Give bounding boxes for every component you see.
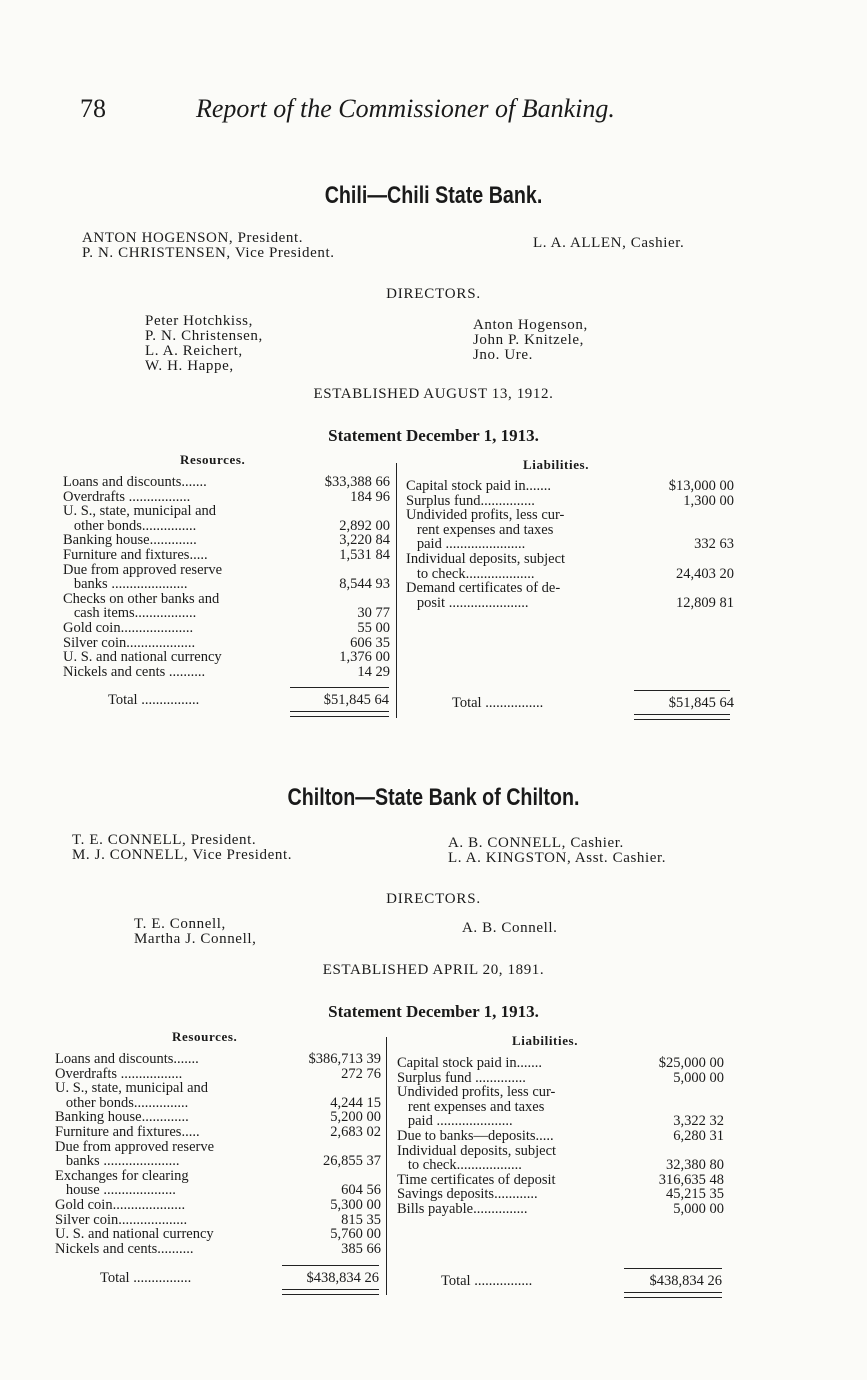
row-label: Individual deposits, subject bbox=[406, 551, 566, 567]
resources-total bbox=[100, 1270, 379, 1287]
liability-row bbox=[406, 552, 734, 567]
liability-row bbox=[397, 1085, 724, 1100]
row-label: Gold coin.................... bbox=[63, 620, 194, 636]
row-amount: 272 76 bbox=[341, 1065, 381, 1082]
liability-row bbox=[406, 494, 734, 509]
row-label: Demand certificates of de- bbox=[406, 581, 561, 596]
officer: L. A. KINGSTON, Asst. Cashier. bbox=[448, 850, 667, 866]
page-number: 78 bbox=[80, 94, 106, 123]
resources-list bbox=[55, 1052, 381, 1256]
row-amount: 5,300 00 bbox=[330, 1196, 381, 1213]
director: A. B. Connell. bbox=[462, 920, 558, 936]
row-amount bbox=[720, 1085, 724, 1100]
officer: M. J. CONNELL, Vice President. bbox=[72, 847, 293, 863]
resource-row bbox=[63, 650, 390, 665]
liabilities-total bbox=[441, 1273, 722, 1290]
row-label: banks ..................... bbox=[63, 577, 188, 592]
row-label: cash items................. bbox=[63, 606, 197, 621]
row-label: Silver coin................... bbox=[63, 635, 196, 651]
liability-row bbox=[397, 1114, 724, 1129]
director: T. E. Connell, bbox=[134, 916, 226, 932]
row-amount: 3,322 32 bbox=[673, 1113, 724, 1130]
rule bbox=[634, 690, 730, 691]
row-amount bbox=[720, 1144, 724, 1159]
double-rule bbox=[634, 714, 730, 720]
row-amount: 2,892 00 bbox=[339, 517, 390, 534]
resource-row bbox=[63, 621, 390, 636]
officer: P. N. CHRISTENSEN, Vice President. bbox=[82, 245, 335, 261]
row-amount bbox=[386, 504, 390, 519]
resource-row bbox=[55, 1227, 381, 1242]
row-label: Due from approved reserve bbox=[55, 1139, 215, 1155]
resource-row bbox=[55, 1110, 381, 1125]
row-amount: 6,280 31 bbox=[673, 1127, 724, 1144]
row-amount: 32,380 80 bbox=[666, 1157, 724, 1174]
resource-row bbox=[63, 636, 390, 651]
directors-right bbox=[473, 318, 588, 363]
row-label: paid ...................... bbox=[406, 537, 526, 552]
row-amount: 26,855 37 bbox=[323, 1153, 381, 1170]
resource-row bbox=[55, 1154, 381, 1169]
row-amount: 604 56 bbox=[341, 1182, 381, 1199]
row-amount: $33,388 66 bbox=[324, 474, 390, 490]
established-date: ESTABLISHED AUGUST 13, 1912. bbox=[313, 386, 554, 402]
officer: A. B. CONNELL, Cashier. bbox=[448, 835, 624, 851]
row-label: Exchanges for clearing bbox=[55, 1168, 189, 1184]
row-label: Overdrafts ................. bbox=[63, 489, 191, 505]
established-date: ESTABLISHED APRIL 20, 1891. bbox=[322, 962, 545, 978]
row-label: Due to banks—deposits..... bbox=[397, 1128, 554, 1144]
row-label: house .................... bbox=[55, 1183, 176, 1198]
rule bbox=[290, 687, 389, 688]
liability-row bbox=[397, 1187, 724, 1202]
liability-row bbox=[397, 1071, 724, 1086]
resource-row bbox=[63, 475, 390, 490]
total-label: Total ................ bbox=[108, 692, 200, 708]
row-amount: 1,531 84 bbox=[339, 546, 390, 563]
row-amount: 12,809 81 bbox=[676, 594, 734, 611]
row-amount: $13,000 00 bbox=[668, 478, 734, 494]
resource-row bbox=[55, 1183, 381, 1198]
resource-row bbox=[63, 533, 390, 548]
directors-heading: DIRECTORS. bbox=[386, 286, 481, 302]
row-amount: 385 66 bbox=[341, 1240, 381, 1257]
row-label: paid ..................... bbox=[397, 1114, 513, 1129]
row-label: U. S., state, municipal and bbox=[55, 1081, 209, 1096]
resources-heading: Resources. bbox=[180, 452, 246, 467]
liability-row bbox=[397, 1056, 724, 1071]
row-amount: 316,635 48 bbox=[658, 1171, 724, 1188]
resource-row bbox=[63, 606, 390, 621]
officer: L. A. ALLEN, Cashier. bbox=[533, 235, 685, 251]
liability-row bbox=[406, 581, 734, 596]
row-amount bbox=[377, 1169, 381, 1184]
officers-right bbox=[448, 836, 666, 866]
liabilities-heading: Liabilities. bbox=[512, 1033, 579, 1048]
resource-row bbox=[55, 1213, 381, 1228]
row-amount: 45,215 35 bbox=[666, 1186, 724, 1203]
row-label: Banking house............. bbox=[63, 533, 197, 548]
row-amount bbox=[730, 508, 734, 523]
row-amount: 8,544 93 bbox=[339, 576, 390, 593]
row-label: Nickels and cents .......... bbox=[63, 664, 206, 680]
row-label: other bonds............... bbox=[55, 1095, 189, 1111]
liability-row bbox=[406, 567, 734, 582]
row-amount bbox=[730, 552, 734, 567]
row-amount: 606 35 bbox=[350, 634, 390, 651]
liabilities-list bbox=[406, 479, 734, 610]
total-amount: $438,834 26 bbox=[649, 1273, 722, 1289]
director: W. H. Happe, bbox=[145, 358, 234, 374]
row-amount bbox=[386, 592, 390, 607]
officers-left bbox=[82, 231, 335, 261]
total-label: Total ................ bbox=[100, 1270, 192, 1286]
resource-row bbox=[55, 1081, 381, 1096]
resource-row bbox=[63, 563, 390, 578]
running-head: Report of the Commissioner of Banking. bbox=[196, 94, 615, 123]
liability-row bbox=[397, 1129, 724, 1144]
total-amount: $438,834 26 bbox=[306, 1270, 379, 1286]
row-label: Surplus fund............... bbox=[406, 493, 535, 509]
row-label: Capital stock paid in....... bbox=[406, 479, 551, 494]
resource-row bbox=[55, 1140, 381, 1155]
resource-row bbox=[55, 1096, 381, 1111]
resource-row bbox=[63, 504, 390, 519]
row-amount: $25,000 00 bbox=[658, 1055, 724, 1071]
resource-row bbox=[63, 548, 390, 563]
liability-row bbox=[397, 1173, 724, 1188]
resource-row bbox=[63, 490, 390, 505]
row-amount: 2,683 02 bbox=[330, 1123, 381, 1140]
row-amount bbox=[730, 581, 734, 596]
resource-row bbox=[55, 1242, 381, 1257]
row-amount bbox=[377, 1081, 381, 1096]
row-amount: 332 63 bbox=[694, 536, 734, 553]
director: Peter Hotchkiss, bbox=[145, 313, 253, 329]
row-amount: 30 77 bbox=[357, 605, 390, 622]
director: P. N. Christensen, bbox=[145, 328, 263, 344]
liability-row bbox=[406, 523, 734, 538]
row-amount: $386,713 39 bbox=[308, 1051, 381, 1067]
column-divider bbox=[386, 1037, 387, 1295]
row-amount: 5,000 00 bbox=[673, 1069, 724, 1086]
row-label: to check................... bbox=[406, 566, 535, 582]
row-amount: 5,760 00 bbox=[330, 1226, 381, 1243]
row-amount: 3,220 84 bbox=[339, 532, 390, 549]
liabilities-heading: Liabilities. bbox=[523, 457, 590, 472]
row-label: Individual deposits, subject bbox=[397, 1143, 557, 1159]
column-divider bbox=[396, 463, 397, 718]
row-amount: 184 96 bbox=[350, 488, 390, 505]
resource-row bbox=[63, 592, 390, 607]
row-label: Undivided profits, less cur- bbox=[406, 508, 565, 523]
resource-row bbox=[63, 665, 390, 680]
rule bbox=[624, 1268, 722, 1269]
row-label: Loans and discounts....... bbox=[63, 475, 207, 490]
liability-row bbox=[406, 479, 734, 494]
resource-row bbox=[55, 1169, 381, 1184]
total-label: Total ................ bbox=[441, 1273, 533, 1289]
row-label: U. S. and national currency bbox=[55, 1227, 214, 1242]
row-amount: 4,244 15 bbox=[330, 1094, 381, 1111]
row-label: rent expenses and taxes bbox=[406, 522, 554, 538]
double-rule bbox=[282, 1289, 379, 1295]
row-amount: 815 35 bbox=[341, 1211, 381, 1228]
row-label: Nickels and cents.......... bbox=[55, 1241, 194, 1257]
officer: T. E. CONNELL, President. bbox=[72, 832, 257, 848]
director: Martha J. Connell, bbox=[134, 931, 257, 947]
directors-left bbox=[134, 917, 256, 947]
directors-left bbox=[145, 314, 263, 374]
statement-heading: Statement December 1, 1913. bbox=[328, 426, 539, 445]
row-label: Savings deposits............ bbox=[397, 1187, 538, 1202]
total-amount: $51,845 64 bbox=[323, 692, 389, 708]
row-label: Gold coin.................... bbox=[55, 1197, 186, 1213]
director: Jno. Ure. bbox=[473, 347, 533, 363]
row-amount: 14 29 bbox=[357, 663, 390, 680]
directors-heading: DIRECTORS. bbox=[386, 891, 481, 907]
resource-row bbox=[55, 1198, 381, 1213]
resources-total bbox=[108, 692, 389, 709]
row-amount: 1,376 00 bbox=[339, 649, 390, 666]
row-amount bbox=[720, 1100, 724, 1115]
row-label: Surplus fund .............. bbox=[397, 1070, 526, 1086]
total-label: Total ................ bbox=[452, 695, 544, 711]
liabilities-total bbox=[452, 695, 734, 712]
liability-row bbox=[397, 1202, 724, 1217]
double-rule bbox=[624, 1292, 722, 1298]
row-amount bbox=[730, 523, 734, 538]
liability-row bbox=[397, 1100, 724, 1115]
row-label: Silver coin................... bbox=[55, 1212, 188, 1228]
rule bbox=[282, 1265, 379, 1266]
row-label: Capital stock paid in....... bbox=[397, 1056, 542, 1071]
statement-heading: Statement December 1, 1913. bbox=[328, 1002, 539, 1021]
row-label: Undivided profits, less cur- bbox=[397, 1085, 556, 1100]
director: Anton Hogenson, bbox=[473, 317, 588, 333]
row-amount bbox=[386, 563, 390, 578]
director: L. A. Reichert, bbox=[145, 343, 243, 359]
bank-title: Chilton—State Bank of Chilton. bbox=[287, 784, 580, 811]
row-label: Overdrafts ................. bbox=[55, 1066, 183, 1082]
row-label: banks ..................... bbox=[55, 1154, 180, 1169]
liabilities-list bbox=[397, 1056, 724, 1217]
resource-row bbox=[55, 1125, 381, 1140]
officers-left bbox=[72, 833, 292, 863]
row-label: to check.................. bbox=[397, 1158, 522, 1173]
double-rule bbox=[290, 711, 389, 717]
total-amount: $51,845 64 bbox=[668, 695, 734, 711]
row-label: U. S. and national currency bbox=[63, 650, 222, 665]
row-label: Furniture and fixtures..... bbox=[63, 547, 208, 563]
director: John P. Knitzele, bbox=[473, 332, 585, 348]
liability-row bbox=[406, 537, 734, 552]
liability-row bbox=[406, 596, 734, 611]
row-amount: 55 00 bbox=[357, 619, 390, 636]
directors-right bbox=[462, 921, 558, 936]
row-amount: 1,300 00 bbox=[683, 492, 734, 509]
row-label: Bills payable............... bbox=[397, 1201, 528, 1217]
row-label: posit ...................... bbox=[406, 595, 529, 611]
resource-row bbox=[63, 519, 390, 534]
row-label: Furniture and fixtures..... bbox=[55, 1124, 200, 1140]
row-label: other bonds............... bbox=[63, 518, 197, 534]
bank-title: Chili—Chili State Bank. bbox=[324, 182, 543, 209]
row-amount: 5,200 00 bbox=[330, 1109, 381, 1126]
liability-row bbox=[406, 508, 734, 523]
row-label: Checks on other banks and bbox=[63, 591, 220, 607]
row-label: Loans and discounts....... bbox=[55, 1052, 199, 1067]
row-amount bbox=[377, 1140, 381, 1155]
resource-row bbox=[55, 1067, 381, 1082]
row-amount: 24,403 20 bbox=[676, 565, 734, 582]
resource-row bbox=[55, 1052, 381, 1067]
resources-heading: Resources. bbox=[172, 1029, 238, 1044]
resource-row bbox=[63, 577, 390, 592]
row-label: Banking house............. bbox=[55, 1110, 189, 1125]
row-label: Time certificates of deposit bbox=[397, 1172, 556, 1188]
resources-list bbox=[63, 475, 390, 679]
liability-row bbox=[397, 1158, 724, 1173]
officer: ANTON HOGENSON, President. bbox=[82, 230, 304, 246]
officers-right bbox=[533, 236, 684, 251]
row-label: U. S., state, municipal and bbox=[63, 504, 217, 519]
liability-row bbox=[397, 1144, 724, 1159]
row-label: Due from approved reserve bbox=[63, 562, 223, 578]
row-amount: 5,000 00 bbox=[673, 1200, 724, 1217]
row-label: rent expenses and taxes bbox=[397, 1099, 545, 1115]
